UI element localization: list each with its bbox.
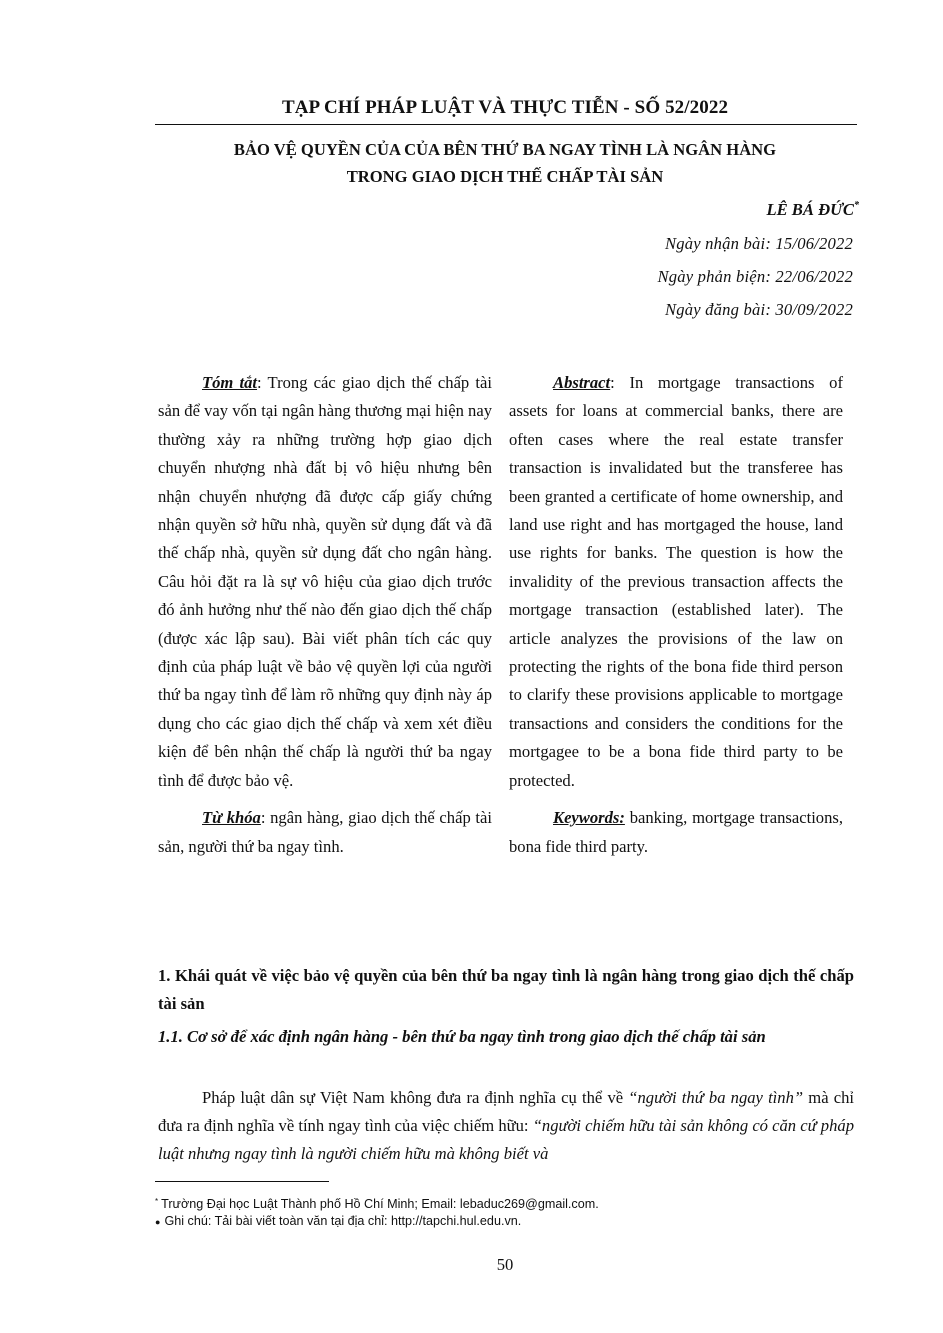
date-received: Ngày nhận bài: 15/06/2022 xyxy=(665,234,853,253)
date-reviewed: Ngày phản biện: 22/06/2022 xyxy=(657,267,853,286)
footnote-2 xyxy=(155,1212,855,1231)
title-line-1: BẢO VỆ QUYỀN CỦA CỦA BÊN THỨ BA NGAY TÌNH LÀ NGÂN HÀNG xyxy=(233,140,777,159)
abstract-vi-label: Tóm tắt xyxy=(202,373,258,392)
abstract-vi-text: : Trong các giao dịch thế chấp tài sản để vay vốn tại ngân hàng thương mại hiện nay thường xảy ra những trường hợp giao dịch chuyển nhượng nhà đất bị vô hiệu nhưng bên nhận chuyển nhượng đã được cấp giấy chứng nhận quyền sở hữu nhà, quyền sử dụng đất và đã thế chấp nhà, quyền sử dụng đất cho ngân hàng. Câu hỏi đặt ra là sự vô hiệu của giao dịch trước đó ảnh hưởng như thế nào đến giao dịch thế chấp (được xác lập sau). Bài viết phân tích các quy định của pháp luật về bảo vệ quyền lợi của người thứ ba ngay tình để làm rõ những quy định này áp dụng cho các giao dịch thế chấp và xem xét điều kiện để bên nhận thế chấp là người thứ ba ngay tình để được bảo vệ. xyxy=(158,373,492,790)
footnote-1-mark: * xyxy=(155,1197,159,1206)
footnote-1-text: Trường Đại học Luật Thành phố Hồ Chí Minh; Email: lebaduc269@gmail.com. xyxy=(161,1197,599,1211)
keywords-en-label: Keywords: xyxy=(553,808,625,828)
footnote-2-text: Ghi chú: Tải bài viết toàn văn tại địa chỉ: http://tapchi.hul.edu.vn. xyxy=(164,1214,522,1228)
abstract-vi xyxy=(158,369,492,861)
header-rule xyxy=(155,124,857,125)
footnote-1 xyxy=(155,1193,855,1213)
abstract-en-paragraph xyxy=(509,369,843,795)
body-text-mid: mà chỉ đưa ra định nghĩa về tính ngay tình của việc chiếm hữu: xyxy=(158,1088,854,1135)
keywords-vi xyxy=(158,804,492,861)
author xyxy=(766,200,859,220)
body-paragraph xyxy=(158,1084,854,1168)
section-1-1-heading: 1.1. Cơ sở để xác định ngân hàng - bên thứ ba ngay tình trong giao dịch thế chấp tài sản xyxy=(158,1027,766,1046)
abstract-en xyxy=(509,369,843,861)
article-title xyxy=(155,136,855,190)
abstract-en-label: Abstract xyxy=(553,373,611,392)
keywords-en-text: banking, mortgage transactions, bona fide third party. xyxy=(509,808,843,856)
abstract-vi-paragraph xyxy=(158,369,492,795)
body-quote-1: “người thứ ba ngay tình” xyxy=(628,1088,804,1107)
footnote-rule xyxy=(155,1181,329,1182)
keywords-vi-text: : ngân hàng, giao dịch thế chấp tài sản, người thứ ba ngay tình. xyxy=(158,808,492,856)
page-number: 50 xyxy=(496,1255,514,1274)
keywords-en xyxy=(509,804,843,861)
body-quote-2: “người chiếm hữu tài sản không có căn cứ pháp luật nhưng ngay tình là người chiếm hữu mà không biết và xyxy=(158,1116,854,1163)
date-published: Ngày đăng bài: 30/09/2022 xyxy=(665,300,853,319)
journal-header: TẠP CHÍ PHÁP LUẬT VÀ THỰC TIỄN - SỐ 52/2022 xyxy=(281,97,729,118)
title-line-2: TRONG GIAO DỊCH THẾ CHẤP TÀI SẢN xyxy=(346,167,664,186)
section-1-heading: 1. Khái quát về việc bảo vệ quyền của bên thứ ba ngay tình là ngân hàng trong giao dịch thế chấp tài sản xyxy=(158,966,854,1013)
keywords-vi-label: Từ khóa xyxy=(202,808,261,828)
section-1-1-body xyxy=(158,1084,854,1168)
body-text-start: Pháp luật dân sự Việt Nam không đưa ra định nghĩa cụ thể về xyxy=(202,1088,629,1107)
abstract-en-text: : In mortgage transactions of assets for loans at commercial banks, there are often cases where the real estate transfer transaction is invalidated but the transferee has been granted a certificate of home ownership, and land use right and has mortgaged the house, land use rights for banks. The question is how the invalidity of the previous transaction affects the mortgage transaction (established later). The article analyzes the provisions of the law on protecting the rights of the bona fide third person to clarify these provisions applicable to mortgage transactions and considers the conditions for the mortgagee to be a bona fide third party to be protected. xyxy=(509,373,843,790)
author-name: LÊ BÁ ĐỨC xyxy=(766,200,854,219)
footnote-2-mark: ● xyxy=(155,1217,161,1227)
author-footnote-mark: * xyxy=(854,200,859,211)
